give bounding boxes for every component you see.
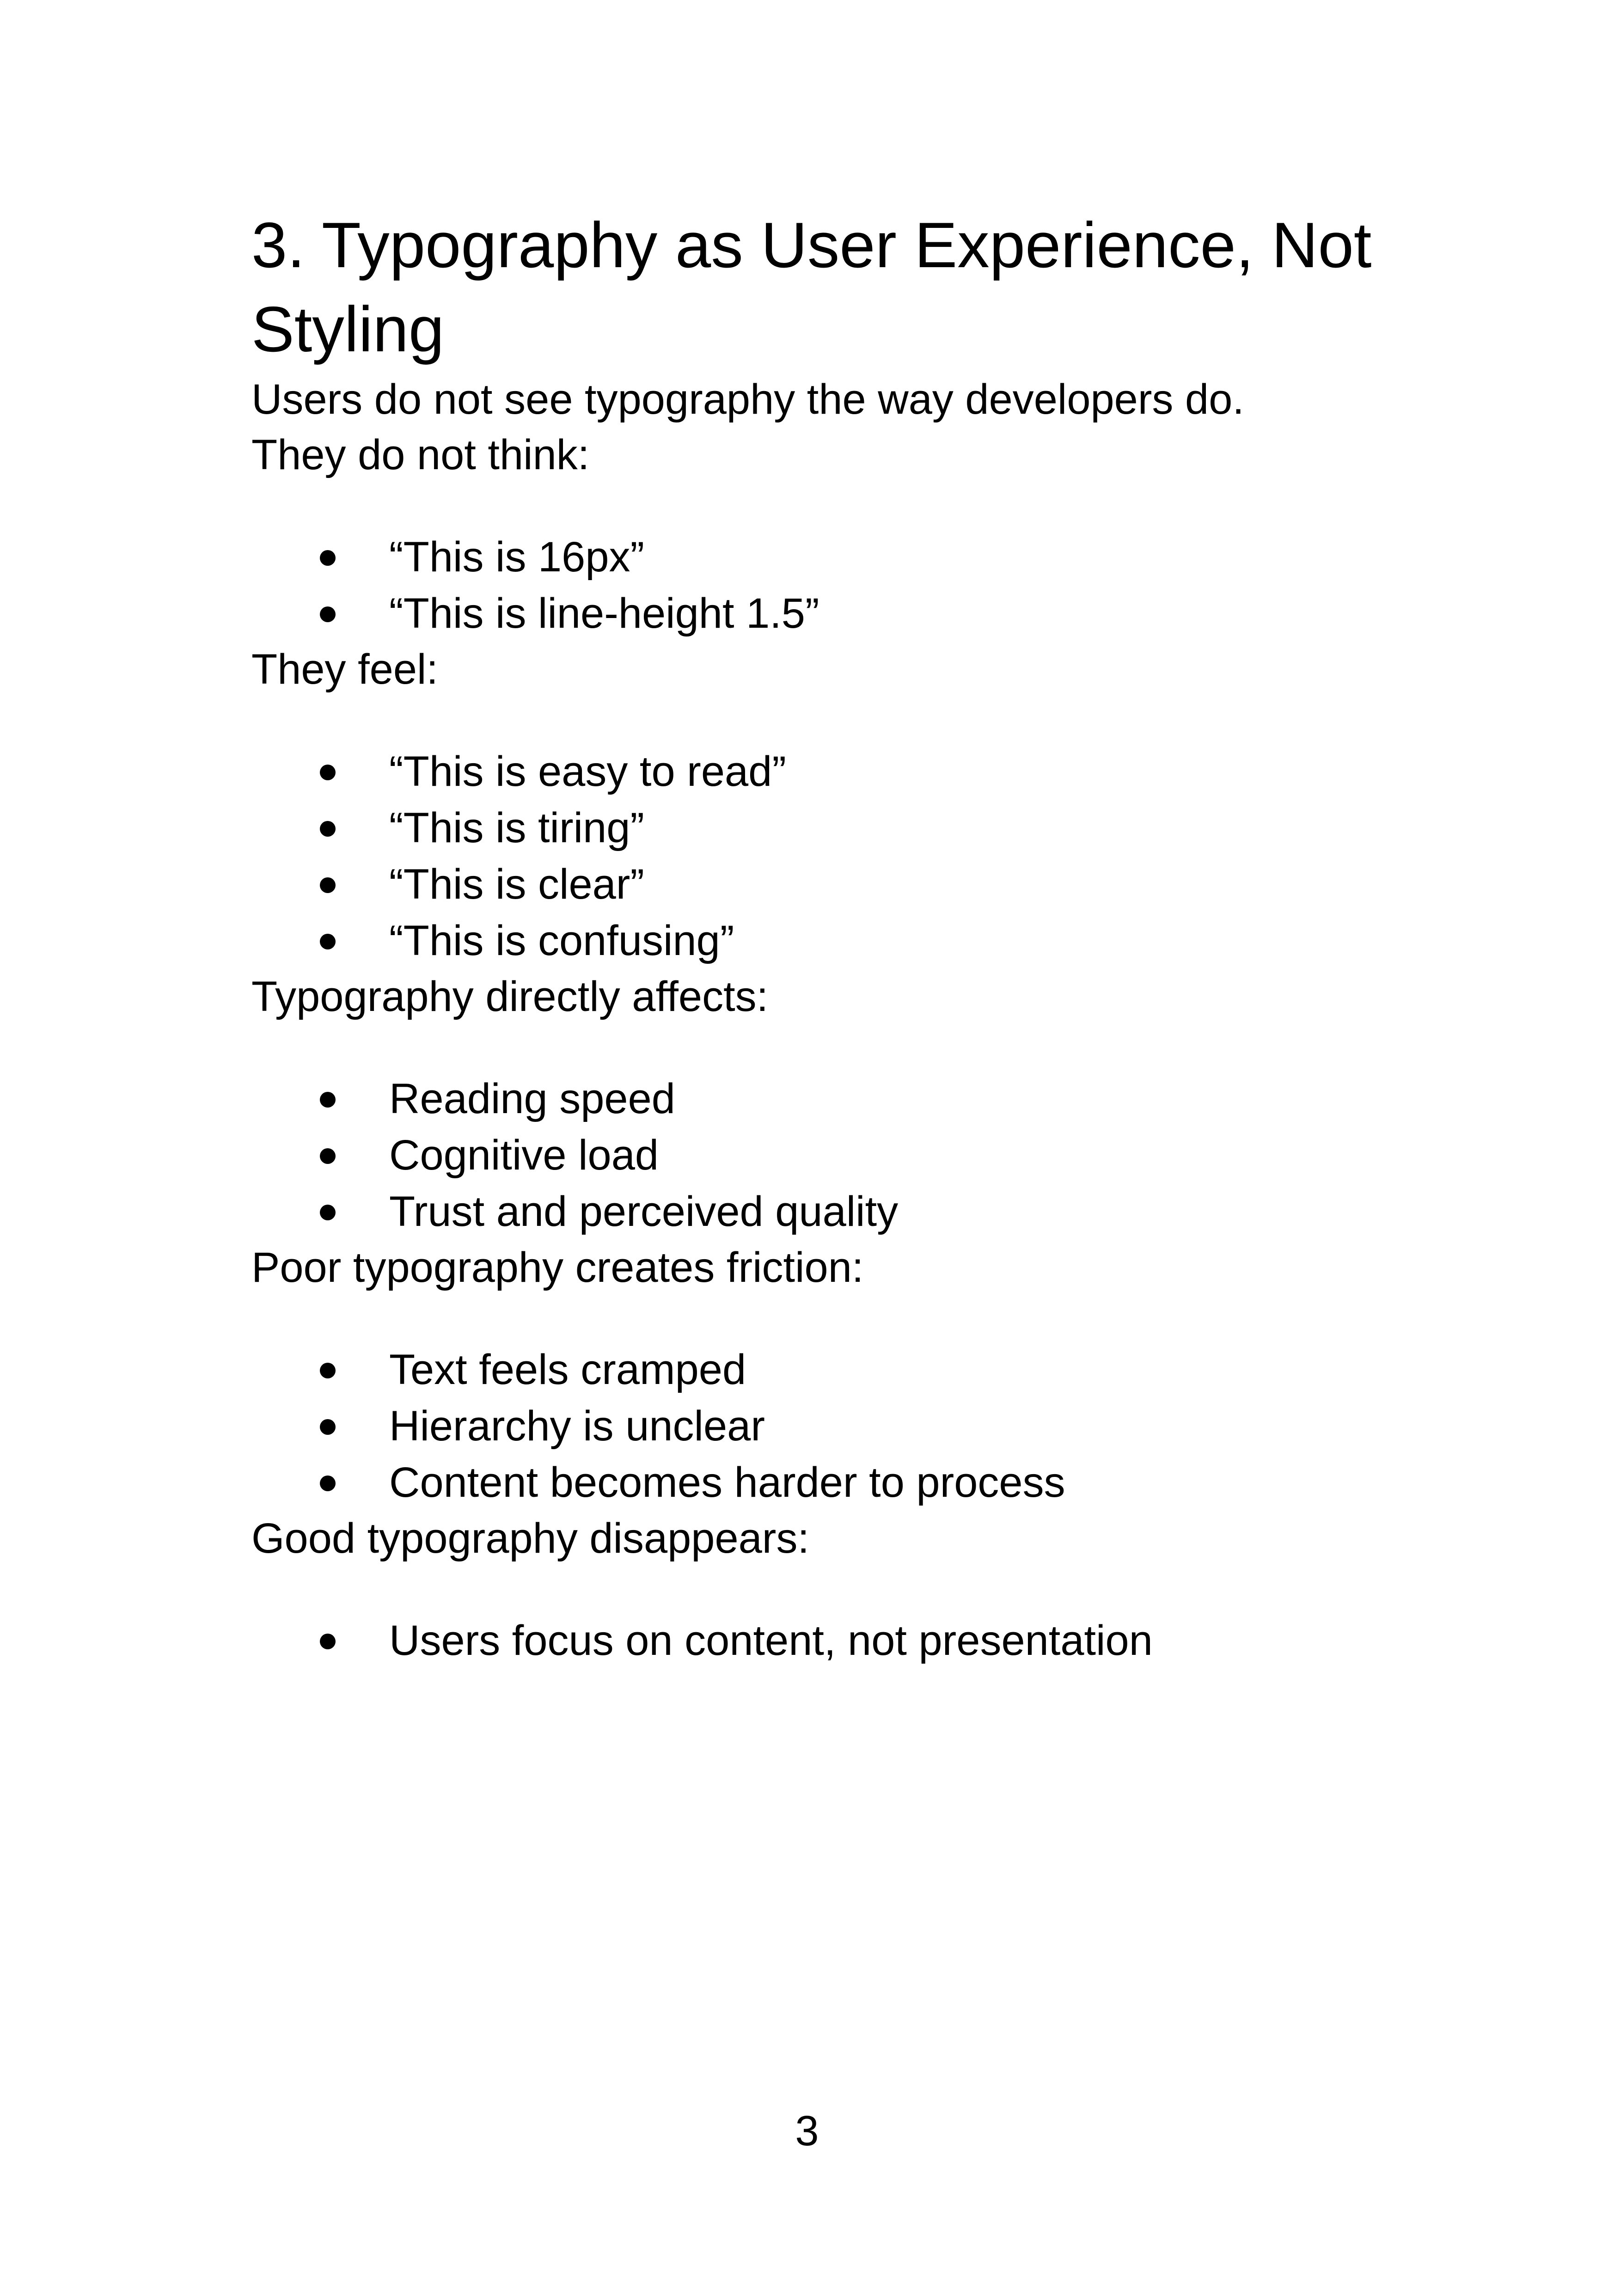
bullet-icon	[320, 1634, 336, 1649]
list-item-text: Reading speed	[389, 1075, 675, 1122]
list-item-text: Text feels cramped	[389, 1346, 746, 1393]
bullet-icon	[320, 934, 336, 949]
list-item-text: Cognitive load	[389, 1132, 659, 1179]
section-lead-text: They do not think:	[251, 431, 590, 478]
bullet-list	[251, 529, 1384, 642]
list-item	[251, 800, 1384, 856]
list-item-text: Content becomes harder to process	[389, 1459, 1065, 1506]
section-lead-text: Typography directly affects:	[251, 973, 769, 1020]
list-item	[251, 912, 1384, 969]
list-item	[251, 585, 1384, 642]
page-content	[251, 203, 1384, 1669]
bullet-list	[251, 1071, 1384, 1240]
bullet-list	[251, 743, 1384, 969]
bullet-icon	[320, 1419, 336, 1435]
bullet-icon	[320, 1205, 336, 1220]
list-item	[251, 529, 1384, 585]
bullet-icon	[320, 765, 336, 780]
bullet-icon	[320, 1476, 336, 1491]
bullet-icon	[320, 606, 336, 622]
list-item-text: “This is tiring”	[389, 804, 645, 851]
list-item-text: Hierarchy is unclear	[389, 1402, 765, 1450]
list-item	[251, 1127, 1384, 1183]
section-lead-text: They feel:	[251, 646, 438, 693]
section-lead-text: Good typography disappears:	[251, 1515, 810, 1562]
list-item-text: “This is confusing”	[389, 917, 734, 964]
bullet-icon	[320, 1363, 336, 1378]
bullet-icon	[320, 1092, 336, 1108]
intro-paragraph: Users do not see typography the way developers do.	[251, 376, 1244, 423]
list-item-text: Users focus on content, not presentation	[389, 1617, 1153, 1664]
list-item-text: “This is 16px”	[389, 533, 645, 581]
bullet-icon	[320, 821, 336, 837]
list-item	[251, 1398, 1384, 1454]
section-lead-text: Poor typography creates friction:	[251, 1244, 864, 1291]
list-item	[251, 1183, 1384, 1240]
bullet-icon	[320, 1148, 336, 1164]
list-item	[251, 1612, 1384, 1669]
bullet-icon	[320, 550, 336, 566]
list-item	[251, 1454, 1384, 1511]
list-item-text: “This is easy to read”	[389, 748, 786, 795]
list-item	[251, 856, 1384, 912]
bullet-list	[251, 1612, 1384, 1669]
bullet-icon	[320, 877, 336, 893]
section-heading: 3. Typography as User Experience, Not Styling	[251, 209, 1372, 365]
page-number: 3	[795, 2107, 819, 2155]
list-item-text: “This is clear”	[389, 861, 645, 908]
list-item	[251, 1071, 1384, 1127]
list-item-text: Trust and perceived quality	[389, 1188, 899, 1235]
list-item	[251, 743, 1384, 800]
list-item	[251, 1341, 1384, 1398]
bullet-list	[251, 1341, 1384, 1511]
list-item-text: “This is line-height 1.5”	[389, 590, 819, 637]
